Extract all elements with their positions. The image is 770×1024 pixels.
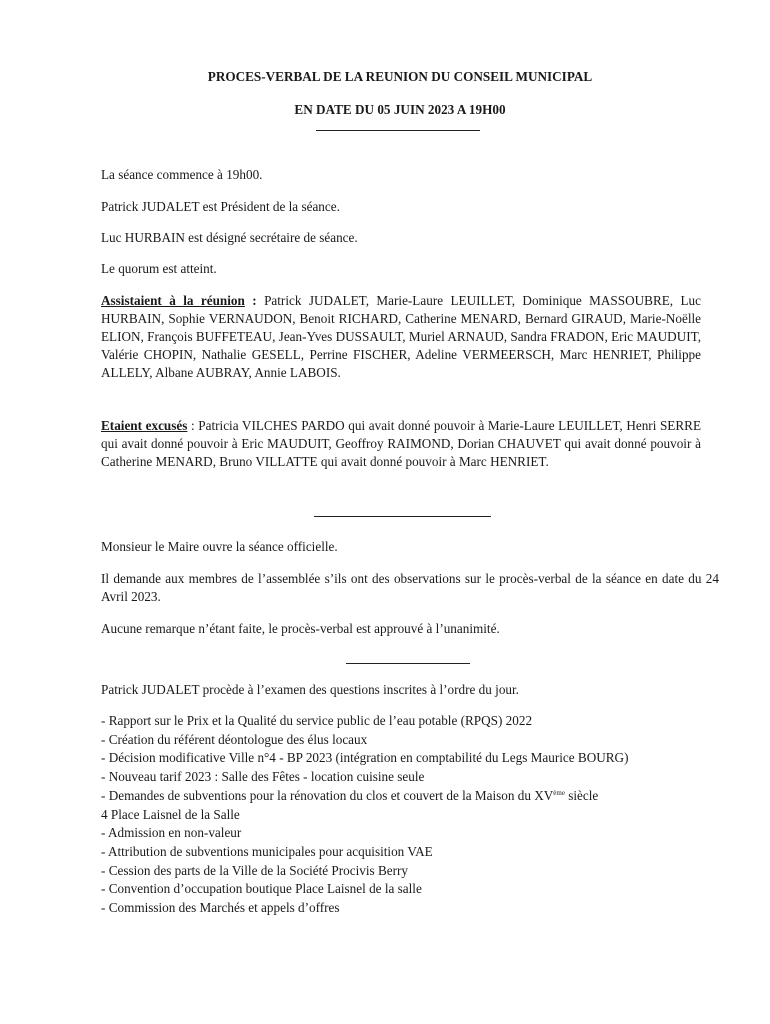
agenda-item: - Commission des Marchés et appels d’offres: [101, 900, 340, 916]
minutes-observations-text: Il demande aux membres de l’assemblée s’ils ont des observations sur le procès-verbal de la séance en date du 24 Avril 2023.: [101, 571, 719, 604]
president-text: Patrick JUDALET est Président de la séance.: [101, 199, 340, 214]
session-open-text: Monsieur le Maire ouvre la séance officielle.: [101, 539, 338, 554]
attendees-label: Assistaient à la réunion: [101, 293, 245, 308]
quorum-text: Le quorum est atteint.: [101, 261, 217, 276]
meeting-date-title: EN DATE DU 05 JUIN 2023 A 19H00: [294, 102, 506, 117]
attendees-paragraph: [101, 292, 701, 382]
agenda-item: - Création du référent déontologue des élus locaux: [101, 731, 368, 747]
agenda-item: [101, 787, 721, 806]
agenda-list: [101, 712, 721, 918]
agenda-item: - Décision modificative Ville n°4 - BP 2023 (intégration en comptabilité du Legs Maurice BOURG): [101, 750, 629, 766]
agenda-item: - Cession des parts de la Ville de la Société Procivis Berry: [101, 862, 408, 878]
agenda-item: - Convention d’occupation boutique Place Laisnel de la salle: [101, 881, 422, 897]
minutes-approved-text: Aucune remarque n’étant faite, le procès-verbal est approuvé à l’unanimité.: [101, 621, 500, 636]
excused-label: Etaient excusés: [101, 418, 188, 433]
attendees-separator: :: [244, 293, 265, 308]
title-underline-rule: [316, 130, 480, 131]
agenda-item-continuation: 4 Place Laisnel de la Salle: [101, 806, 240, 822]
excused-paragraph: [101, 417, 701, 471]
agenda-item-superscript: ème: [553, 788, 565, 797]
session-start-text: La séance commence à 19h00.: [101, 167, 263, 182]
agenda-intro-text: Patrick JUDALET procède à l’examen des questions inscrites à l’ordre du jour.: [101, 682, 519, 697]
excused-list: Patricia VILCHES PARDO qui avait donné pouvoir à Marie-Laure LEUILLET, Henri SERRE qui avait donné pouvoir à Eric MAUDUIT, Geoffroy RAIMOND, Dorian CHAUVET qui avait donné pouvoir à Catherine MENARD, Bruno VILLATTE qui avait donné pouvoir à Marc HENRIET.: [101, 418, 701, 469]
agenda-item: - Rapport sur le Prix et la Qualité du service public de l’eau potable (RPQS) 2022: [101, 713, 533, 728]
section-divider-rule: [314, 516, 491, 517]
agenda-item: - Attribution de subventions municipales pour acquisition VAE: [101, 843, 433, 859]
agenda-item: - Nouveau tarif 2023 : Salle des Fêtes - location cuisine seule: [101, 769, 425, 785]
excused-separator: :: [187, 418, 199, 433]
secretary-text: Luc HURBAIN est désigné secrétaire de séance.: [101, 230, 358, 245]
attendees-list: Patrick JUDALET, Marie-Laure LEUILLET, Dominique MASSOUBRE, Luc HURBAIN, Sophie VERNAUDON, Benoit RICHARD, Catherine MENARD, Bernard GIRAUD, Marie-Noëlle ELION, François BUFFETEAU, Jean-Yves DUSSAULT, Muriel ARNAUD, Sandra FRADON, Eric MAUDUIT, Valérie CHOPIN, Nathalie GESELL, Perrine FISCHER, Adeline VERMEERSCH, Marc HENRIET, Philippe ALLELY, Albane AUBRAY, Annie LABOIS.: [101, 293, 701, 380]
agenda-divider-rule: [346, 663, 470, 664]
agenda-item-text: - Demandes de subventions pour la rénovation du clos et couvert de la Maison du XV: [101, 787, 554, 803]
document-title: PROCES-VERBAL DE LA REUNION DU CONSEIL MUNICIPAL: [207, 69, 593, 84]
agenda-item-text-end: siècle: [564, 787, 599, 803]
agenda-item: - Admission en non-valeur: [101, 825, 242, 841]
